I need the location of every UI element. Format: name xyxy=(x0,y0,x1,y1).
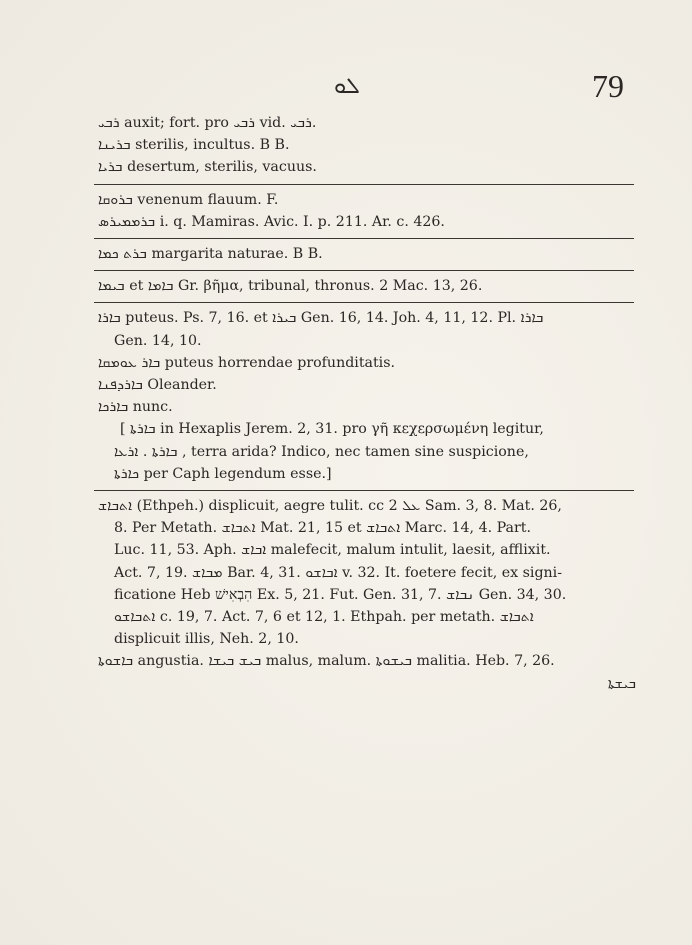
entry-line: ܐܬܒܐܫܘ c. 19, 7. Act. 7, 6 et 12, 1. Ethpah. per metath. ܐܬܒܐܫ xyxy=(114,609,534,626)
section-rule xyxy=(94,270,634,271)
entry-line: Act. 7, 19. ܡܒܐܫ Bar. 4, 31. ܐܒܐܫܘ v. 32. It. foetere fecit, ex signi- xyxy=(114,564,562,581)
syriac-page-letter: ܠܘ xyxy=(334,74,360,99)
entry-line: 8. Per Metath. ܐܬܒܐܫ Mat. 21, 15 et ܐܬܒܐܫ Marc. 14, 4. Part. xyxy=(114,520,531,537)
dictionary-column xyxy=(98,112,640,695)
entry-group xyxy=(98,112,640,179)
page-number: 79 xyxy=(592,68,624,104)
entry-line: ܒܐܪ ܥܘܡܩܐ puteus horrendae profunditatis. xyxy=(98,354,396,371)
entry-line: [ ܒܐܪܬܐ in Hexaplis Jerem. 2, 31. pro γῆ κεχερσωμένη legitur, xyxy=(120,421,544,438)
entry-group xyxy=(98,495,640,695)
section-rule xyxy=(94,184,634,185)
entry-line: Luc. 11, 53. Aph. ܐܒܐܫ malefecit, malum intulit, laesit, afflixit. xyxy=(114,542,551,559)
entry-line: ܟܐܪܬܐ per Caph legendum esse.] xyxy=(114,465,332,482)
entry-line: ܒܪܡܡܝܪܣ i. q. Mamiras. Avic. I. p. 211. Ar. c. 426. xyxy=(98,213,445,230)
section-rule xyxy=(94,490,634,491)
entry-line: ܒܪܝܐ desertum, sterilis, vacuus. xyxy=(98,159,317,176)
entry-line: ܪܒܝ auxit; fort. pro ܪܒܝ vid. ܪܒܝ. xyxy=(98,115,317,131)
entry-line: ܒܝܡܐ et ܒܐܡܐ Gr. βῆμα, tribunal, thronus. 2 Mac. 13, 26. xyxy=(98,278,483,295)
entry-line: ܐܬܒܐܫ (Ethpeh.) displicuit, aegre tulit. cc ܥܠ 2 Sam. 3, 8. Mat. 26, xyxy=(98,498,562,515)
entry-line: displicuit illis, Neh. 2, 10. xyxy=(114,631,299,648)
entry-line: ܒܐܪܟܐ nunc. xyxy=(98,399,173,416)
entry-group xyxy=(98,243,640,265)
entry-line: ܒܪܘܩܐ venenum flauum. F. xyxy=(98,191,279,208)
entry-line: ܒܐܪܬܐ . ܐܪܥܐ , terra arida? Indico, nec tamen sine suspicione, xyxy=(114,443,529,460)
entry-line: ܒܐܪܐ puteus. Ps. 7, 16. et ܒܝܪܐ Gen. 16, 14. Joh. 4, 11, 12. Pl. ܒܐܪܐ xyxy=(98,310,544,327)
entry-line: ficatione Heb הִבְאִישׁ Ex. 5, 21. Fut. Gen. 31, 7. ܢܒܐܫ Gen. 34, 30. xyxy=(114,586,567,603)
page-header xyxy=(0,68,692,108)
entry-line: ܒܝܫܬܐ xyxy=(607,675,636,692)
entry-group xyxy=(98,307,640,485)
section-rule xyxy=(94,302,634,303)
entry-line: ܒܪܝܢܐ sterilis, incultus. B B. xyxy=(98,137,290,154)
entry-line: Gen. 14, 10. xyxy=(114,332,202,349)
entry-group xyxy=(98,189,640,233)
entry-line: ܒܐܫܘܬܐ angustia. ܒܝܫ ܒܝܫܐ malus, malum. ܒܝܫܘܬܐ malitia. Heb. 7, 26. xyxy=(98,653,555,670)
entry-line: ܒܪܬ ܟܡܐ margarita naturae. B B. xyxy=(98,246,323,263)
section-rule xyxy=(94,238,634,239)
entry-group xyxy=(98,275,640,297)
entry-line: ܒܐܪܕܦܢܐ Oleander. xyxy=(98,377,217,394)
